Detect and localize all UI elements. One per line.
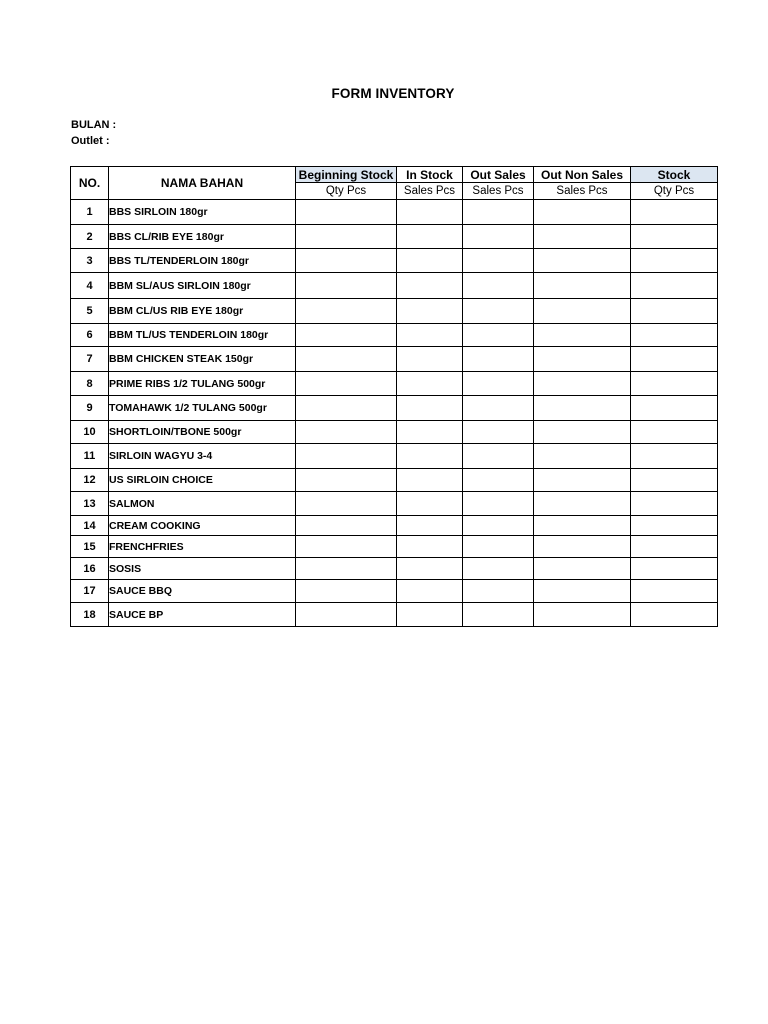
cell-stock[interactable] [631, 558, 718, 580]
table-row [71, 273, 718, 299]
row-number: 11 [71, 444, 109, 469]
cell-out-sales[interactable] [463, 469, 534, 492]
table-row [71, 347, 718, 372]
cell-beginning-stock[interactable] [296, 396, 397, 421]
item-name: PRIME RIBS 1/2 TULANG 500gr [109, 372, 296, 396]
cell-out-sales[interactable] [463, 347, 534, 372]
item-name: SAUCE BP [109, 603, 296, 627]
item-name: BBM SL/AUS SIRLOIN 180gr [109, 273, 296, 299]
cell-out-sales[interactable] [463, 444, 534, 469]
header-stock: Stock [631, 167, 718, 183]
row-number: 12 [71, 469, 109, 492]
table-row [71, 200, 718, 225]
item-name: CREAM COOKING [109, 516, 296, 536]
cell-out-non-sales[interactable] [534, 249, 631, 273]
cell-beginning-stock[interactable] [296, 469, 397, 492]
cell-out-sales[interactable] [463, 249, 534, 273]
cell-out-sales[interactable] [463, 603, 534, 627]
cell-in-stock[interactable] [397, 372, 463, 396]
cell-in-stock[interactable] [397, 347, 463, 372]
cell-stock[interactable] [631, 200, 718, 225]
cell-stock[interactable] [631, 324, 718, 347]
table-row [71, 249, 718, 273]
cell-beginning-stock[interactable] [296, 421, 397, 444]
cell-out-sales[interactable] [463, 372, 534, 396]
header-row [71, 167, 718, 183]
cell-out-non-sales[interactable] [534, 536, 631, 558]
row-number: 6 [71, 324, 109, 347]
item-name: SOSIS [109, 558, 296, 580]
cell-out-non-sales[interactable] [534, 273, 631, 299]
cell-out-non-sales[interactable] [534, 225, 631, 249]
subheader-stock: Qty Pcs [631, 183, 718, 200]
cell-stock[interactable] [631, 444, 718, 469]
cell-beginning-stock[interactable] [296, 492, 397, 516]
cell-beginning-stock[interactable] [296, 558, 397, 580]
cell-stock[interactable] [631, 372, 718, 396]
cell-in-stock[interactable] [397, 558, 463, 580]
table-row [71, 299, 718, 324]
cell-beginning-stock[interactable] [296, 225, 397, 249]
table-row [71, 324, 718, 347]
cell-out-non-sales[interactable] [534, 444, 631, 469]
table-row [71, 516, 718, 536]
inventory-body [71, 200, 718, 627]
cell-stock[interactable] [631, 580, 718, 603]
row-number: 10 [71, 421, 109, 444]
outlet-label: Outlet : [71, 135, 110, 147]
cell-beginning-stock[interactable] [296, 603, 397, 627]
table-row [71, 603, 718, 627]
cell-beginning-stock[interactable] [296, 299, 397, 324]
cell-out-non-sales[interactable] [534, 603, 631, 627]
cell-in-stock[interactable] [397, 444, 463, 469]
item-name: BBS TL/TENDERLOIN 180gr [109, 249, 296, 273]
header-nama-bahan: NAMA BAHAN [109, 167, 296, 200]
header-no: NO. [71, 167, 109, 200]
cell-stock[interactable] [631, 603, 718, 627]
header-out-non-sales: Out Non Sales [534, 167, 631, 183]
subheader-in-stock: Sales Pcs [397, 183, 463, 200]
cell-in-stock[interactable] [397, 200, 463, 225]
row-number: 2 [71, 225, 109, 249]
cell-out-non-sales[interactable] [534, 421, 631, 444]
cell-out-non-sales[interactable] [534, 516, 631, 536]
bulan-label: BULAN : [71, 119, 117, 131]
cell-stock[interactable] [631, 536, 718, 558]
table-row [71, 396, 718, 421]
item-name: BBS CL/RIB EYE 180gr [109, 225, 296, 249]
cell-beginning-stock[interactable] [296, 324, 397, 347]
cell-out-sales[interactable] [463, 225, 534, 249]
cell-out-sales[interactable] [463, 580, 534, 603]
subheader-out-non-sales: Sales Pcs [534, 183, 631, 200]
cell-stock[interactable] [631, 396, 718, 421]
cell-out-sales[interactable] [463, 558, 534, 580]
cell-stock[interactable] [631, 273, 718, 299]
row-number: 18 [71, 603, 109, 627]
item-name: BBM TL/US TENDERLOIN 180gr [109, 324, 296, 347]
row-number: 15 [71, 536, 109, 558]
row-number: 13 [71, 492, 109, 516]
cell-out-non-sales[interactable] [534, 396, 631, 421]
table-row [71, 444, 718, 469]
table-row [71, 225, 718, 249]
cell-out-non-sales[interactable] [534, 558, 631, 580]
item-name: TOMAHAWK 1/2 TULANG 500gr [109, 396, 296, 421]
cell-out-sales[interactable] [463, 396, 534, 421]
form-title: FORM INVENTORY [331, 86, 455, 101]
item-name: SALMON [109, 492, 296, 516]
table-row [71, 536, 718, 558]
item-name: BBM CL/US RIB EYE 180gr [109, 299, 296, 324]
cell-stock[interactable] [631, 249, 718, 273]
cell-in-stock[interactable] [397, 516, 463, 536]
subheader-out-sales: Sales Pcs [463, 183, 534, 200]
cell-out-sales[interactable] [463, 536, 534, 558]
item-name: SIRLOIN WAGYU 3-4 [109, 444, 296, 469]
cell-stock[interactable] [631, 516, 718, 536]
cell-stock[interactable] [631, 225, 718, 249]
cell-out-non-sales[interactable] [534, 372, 631, 396]
subheader-beginning-stock: Qty Pcs [296, 183, 397, 200]
table-row [71, 492, 718, 516]
cell-in-stock[interactable] [397, 249, 463, 273]
cell-beginning-stock[interactable] [296, 444, 397, 469]
item-name: SHORTLOIN/TBONE 500gr [109, 421, 296, 444]
row-number: 1 [71, 200, 109, 225]
item-name: FRENCHFRIES [109, 536, 296, 558]
cell-out-sales[interactable] [463, 273, 534, 299]
row-number: 9 [71, 396, 109, 421]
cell-out-non-sales[interactable] [534, 580, 631, 603]
cell-beginning-stock[interactable] [296, 200, 397, 225]
cell-in-stock[interactable] [397, 273, 463, 299]
table-row [71, 372, 718, 396]
row-number: 5 [71, 299, 109, 324]
cell-out-sales[interactable] [463, 324, 534, 347]
cell-in-stock[interactable] [397, 396, 463, 421]
cell-beginning-stock[interactable] [296, 580, 397, 603]
cell-out-sales[interactable] [463, 200, 534, 225]
cell-stock[interactable] [631, 421, 718, 444]
cell-out-sales[interactable] [463, 299, 534, 324]
row-number: 8 [71, 372, 109, 396]
cell-beginning-stock[interactable] [296, 536, 397, 558]
row-number: 14 [71, 516, 109, 536]
cell-out-non-sales[interactable] [534, 492, 631, 516]
cell-in-stock[interactable] [397, 421, 463, 444]
cell-out-sales[interactable] [463, 516, 534, 536]
cell-stock[interactable] [631, 299, 718, 324]
row-number: 4 [71, 273, 109, 299]
cell-in-stock[interactable] [397, 299, 463, 324]
item-name: BBM CHICKEN STEAK 150gr [109, 347, 296, 372]
cell-beginning-stock[interactable] [296, 249, 397, 273]
cell-in-stock[interactable] [397, 536, 463, 558]
header-beginning-stock: Beginning Stock [296, 167, 397, 183]
header-in-stock: In Stock [397, 167, 463, 183]
item-name: US SIRLOIN CHOICE [109, 469, 296, 492]
table-row [71, 421, 718, 444]
cell-beginning-stock[interactable] [296, 372, 397, 396]
row-number: 17 [71, 580, 109, 603]
item-name: BBS SIRLOIN 180gr [109, 200, 296, 225]
header-out-sales: Out Sales [463, 167, 534, 183]
row-number: 3 [71, 249, 109, 273]
cell-beginning-stock[interactable] [296, 273, 397, 299]
cell-out-sales[interactable] [463, 421, 534, 444]
cell-in-stock[interactable] [397, 469, 463, 492]
cell-stock[interactable] [631, 469, 718, 492]
cell-out-non-sales[interactable] [534, 347, 631, 372]
table-row [71, 558, 718, 580]
cell-in-stock[interactable] [397, 324, 463, 347]
cell-out-sales[interactable] [463, 492, 534, 516]
cell-in-stock[interactable] [397, 225, 463, 249]
row-number: 16 [71, 558, 109, 580]
table-row [71, 580, 718, 603]
cell-in-stock[interactable] [397, 603, 463, 627]
cell-beginning-stock[interactable] [296, 347, 397, 372]
inventory-table [70, 166, 718, 627]
table-row [71, 469, 718, 492]
cell-in-stock[interactable] [397, 492, 463, 516]
row-number: 7 [71, 347, 109, 372]
item-name: SAUCE BBQ [109, 580, 296, 603]
cell-out-non-sales[interactable] [534, 299, 631, 324]
cell-in-stock[interactable] [397, 580, 463, 603]
cell-out-non-sales[interactable] [534, 200, 631, 225]
cell-out-non-sales[interactable] [534, 324, 631, 347]
cell-beginning-stock[interactable] [296, 516, 397, 536]
cell-stock[interactable] [631, 347, 718, 372]
cell-stock[interactable] [631, 492, 718, 516]
cell-out-non-sales[interactable] [534, 469, 631, 492]
